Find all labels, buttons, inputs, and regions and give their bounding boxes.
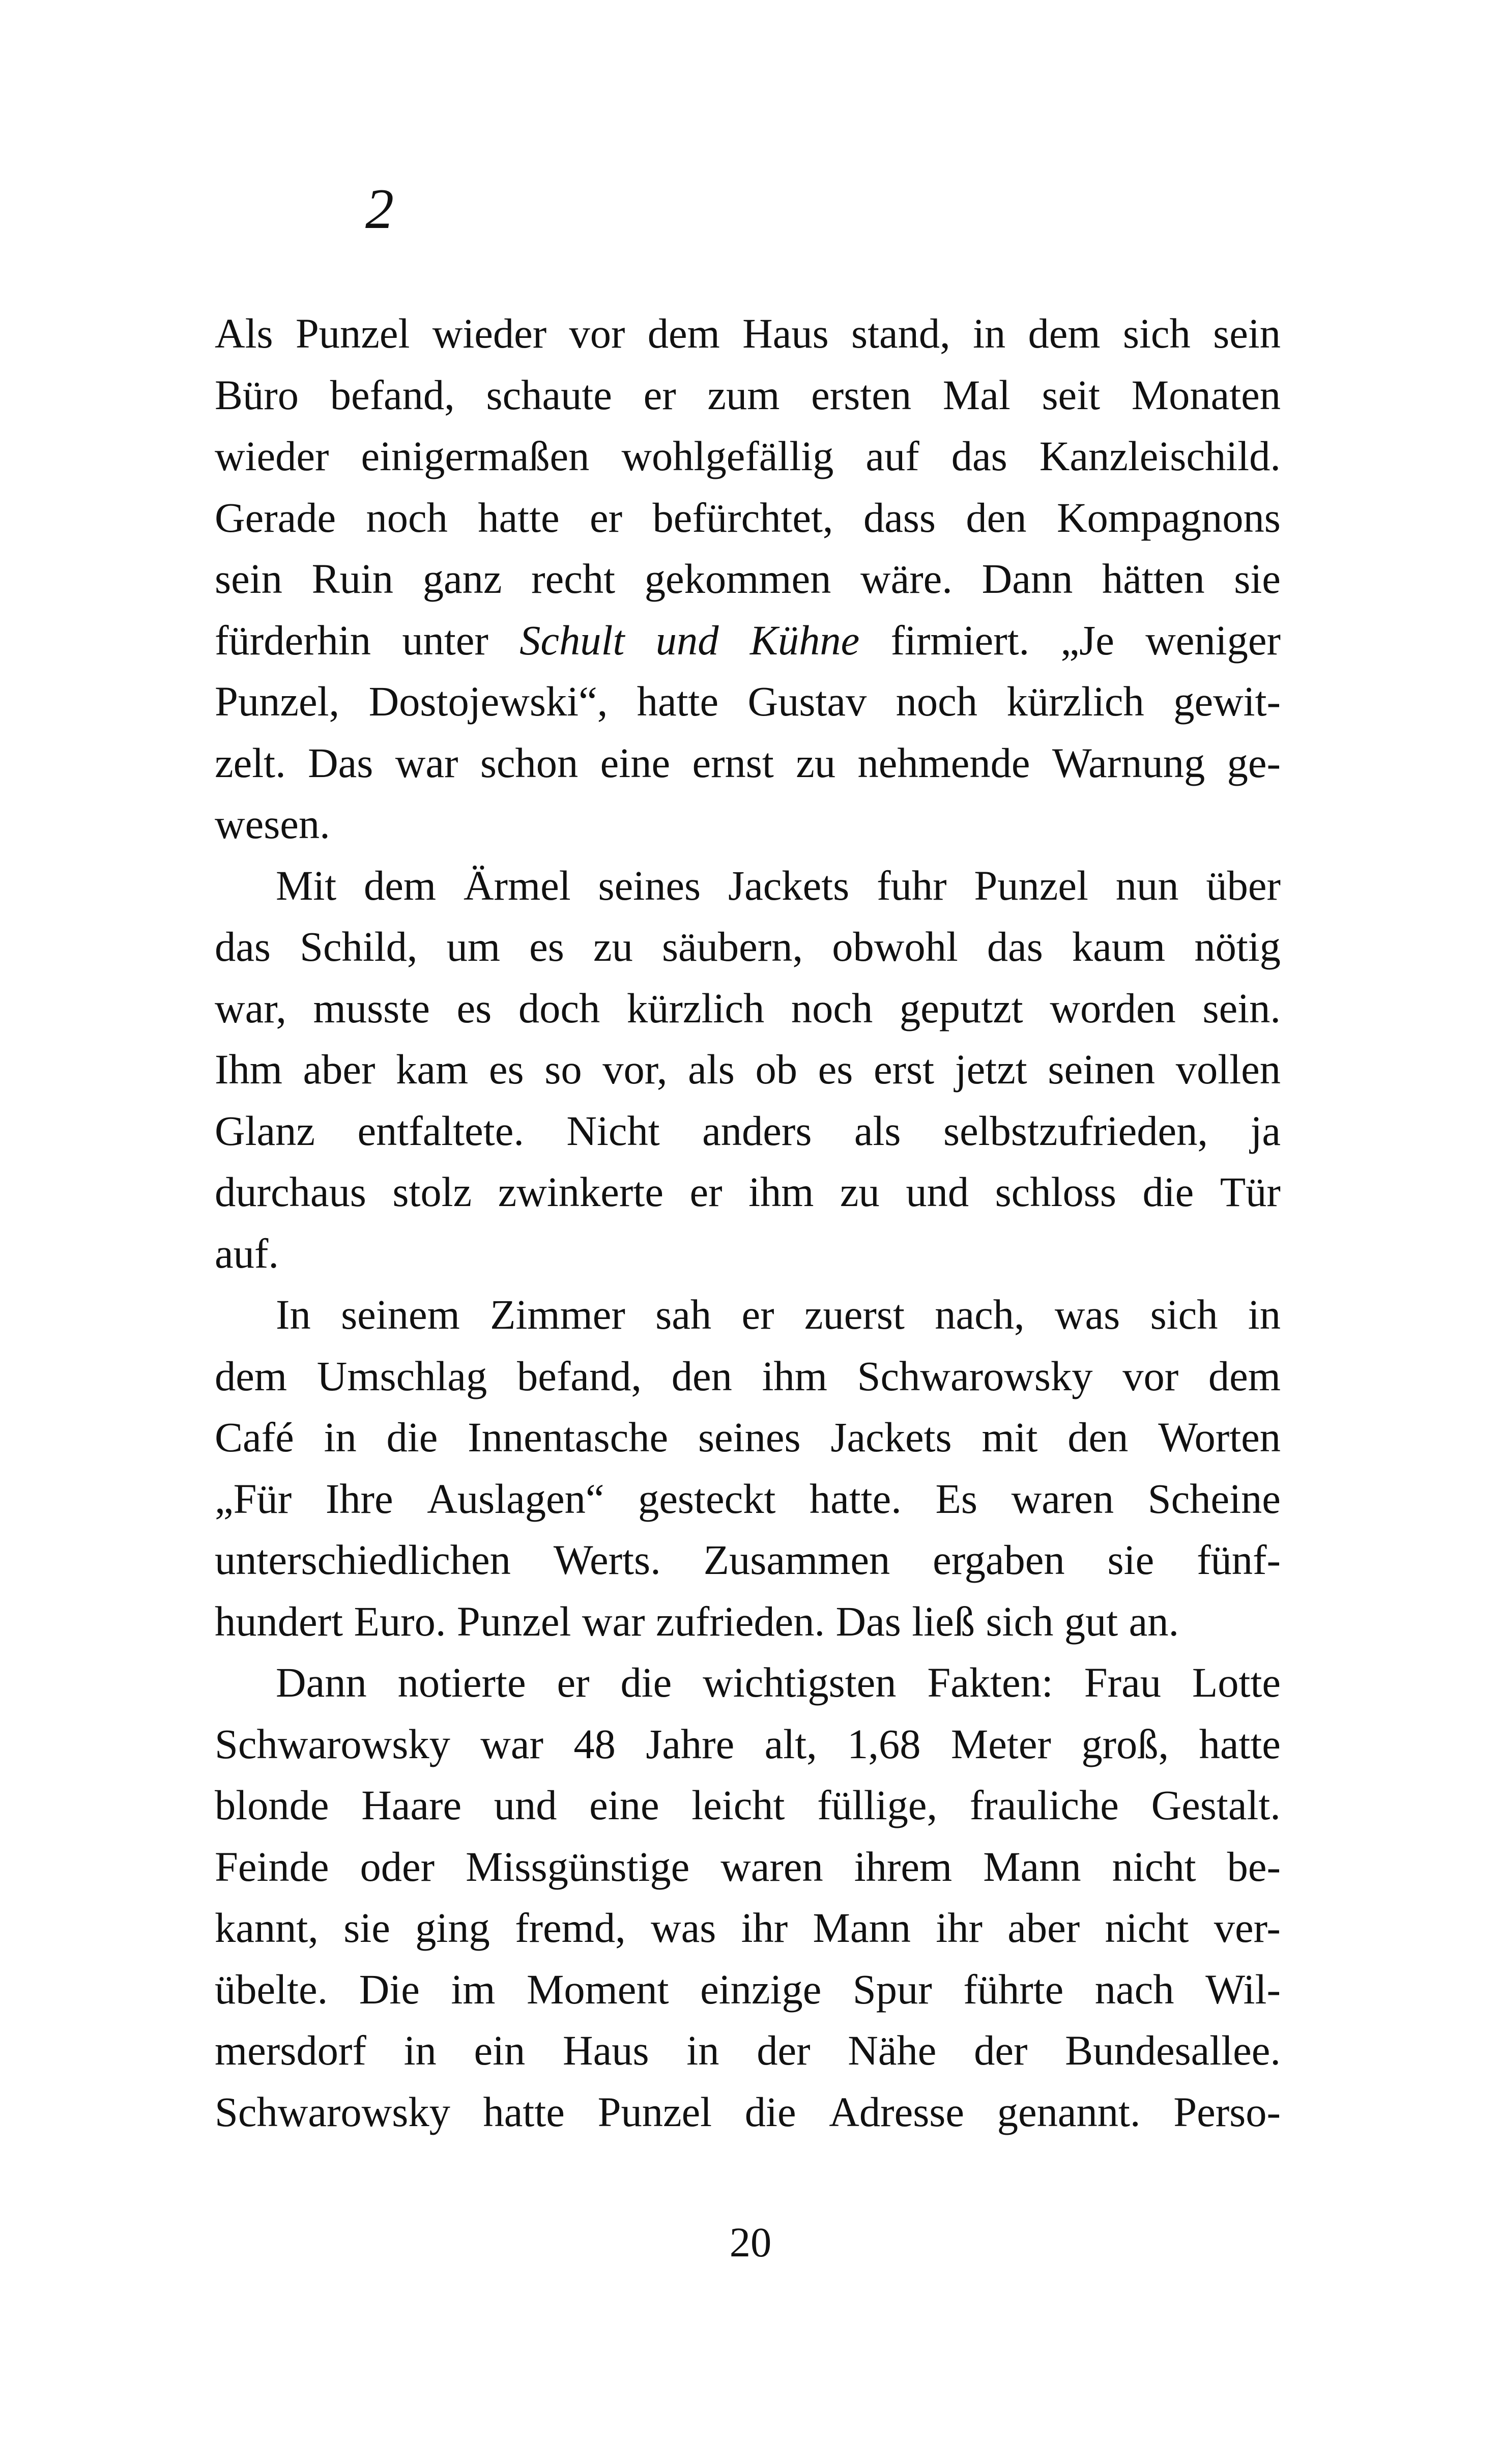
text-line: Als Punzel wieder vor dem Haus stand, in dem sich sein	[215, 310, 1281, 357]
text-line: Schwarowsky war 48 Jahre alt, 1,68 Meter groß, hatte	[215, 1720, 1281, 1767]
text-line: durchaus stolz zwinkerte er ihm zu und schloss die Tür	[215, 1168, 1281, 1215]
text-line: Ihm aber kam es so vor, als ob es erst jetzt seinen vollen	[215, 1046, 1281, 1093]
text-line: zelt. Das war schon eine ernst zu nehmende Warnung ge-	[215, 739, 1281, 786]
page-number: 20	[729, 2219, 772, 2266]
text-line: wesen.	[215, 800, 330, 847]
text-line: Gerade noch hatte er befürchtet, dass den Kompagnons	[215, 494, 1281, 541]
text-line: Mit dem Ärmel seines Jackets fuhr Punzel nun über	[276, 862, 1281, 909]
text-line: Büro befand, schaute er zum ersten Mal seit Monaten	[215, 371, 1281, 418]
text-line: mersdorf in ein Haus in der Nähe der Bundesallee.	[215, 2027, 1281, 2074]
text-line: unterschiedlichen Werts. Zusammen ergaben sie fünf-	[215, 1536, 1281, 1583]
text-line: hundert Euro. Punzel war zufrieden. Das ließ sich gut an.	[215, 1597, 1179, 1645]
text-line: sein Ruin ganz recht gekommen wäre. Dann hätten sie	[215, 555, 1281, 602]
body-text	[215, 303, 1281, 2142]
text-line: Glanz entfaltete. Nicht anders als selbstzufrieden, ja	[215, 1107, 1281, 1154]
text-line: „Für Ihre Auslagen“ gesteckt hatte. Es waren Scheine	[215, 1475, 1281, 1522]
text-line: Café in die Innentasche seines Jackets mit den Worten	[215, 1414, 1281, 1460]
text-line: auf.	[215, 1229, 279, 1277]
text-line: In seinem Zimmer sah er zuerst nach, was sich in	[276, 1291, 1281, 1338]
text-line: wieder einigermaßen wohlgefällig auf das Kanzleischild.	[215, 433, 1281, 479]
text-line: Feinde oder Missgünstige waren ihrem Mann nicht be-	[215, 1843, 1281, 1890]
text-line: das Schild, um es zu säubern, obwohl das kaum nötig	[215, 923, 1281, 970]
text-line: blonde Haare und eine leicht füllige, frauliche Gestalt.	[215, 1782, 1281, 1828]
text-line: Punzel, Dostojewski“, hatte Gustav noch kürzlich gewit-	[215, 678, 1281, 725]
text-line: kannt, sie ging fremd, was ihr Mann ihr aber nicht ver-	[215, 1904, 1281, 1951]
text-line: übelte. Die im Moment einzige Spur führte nach Wil-	[215, 1965, 1281, 2013]
text-line: Schwarowsky hatte Punzel die Adresse genannt. Perso-	[215, 2088, 1281, 2135]
text-line: fürderhin unter Schult und Kühne firmiert. „Je weniger	[215, 616, 1281, 664]
chapter-number: 2	[365, 178, 394, 241]
text-line: Dann notierte er die wichtigsten Fakten: Frau Lotte	[276, 1659, 1281, 1706]
text-line: dem Umschlag befand, den ihm Schwarowsky vor dem	[215, 1352, 1281, 1399]
text-line: war, musste es doch kürzlich noch geputzt worden sein.	[215, 984, 1281, 1032]
